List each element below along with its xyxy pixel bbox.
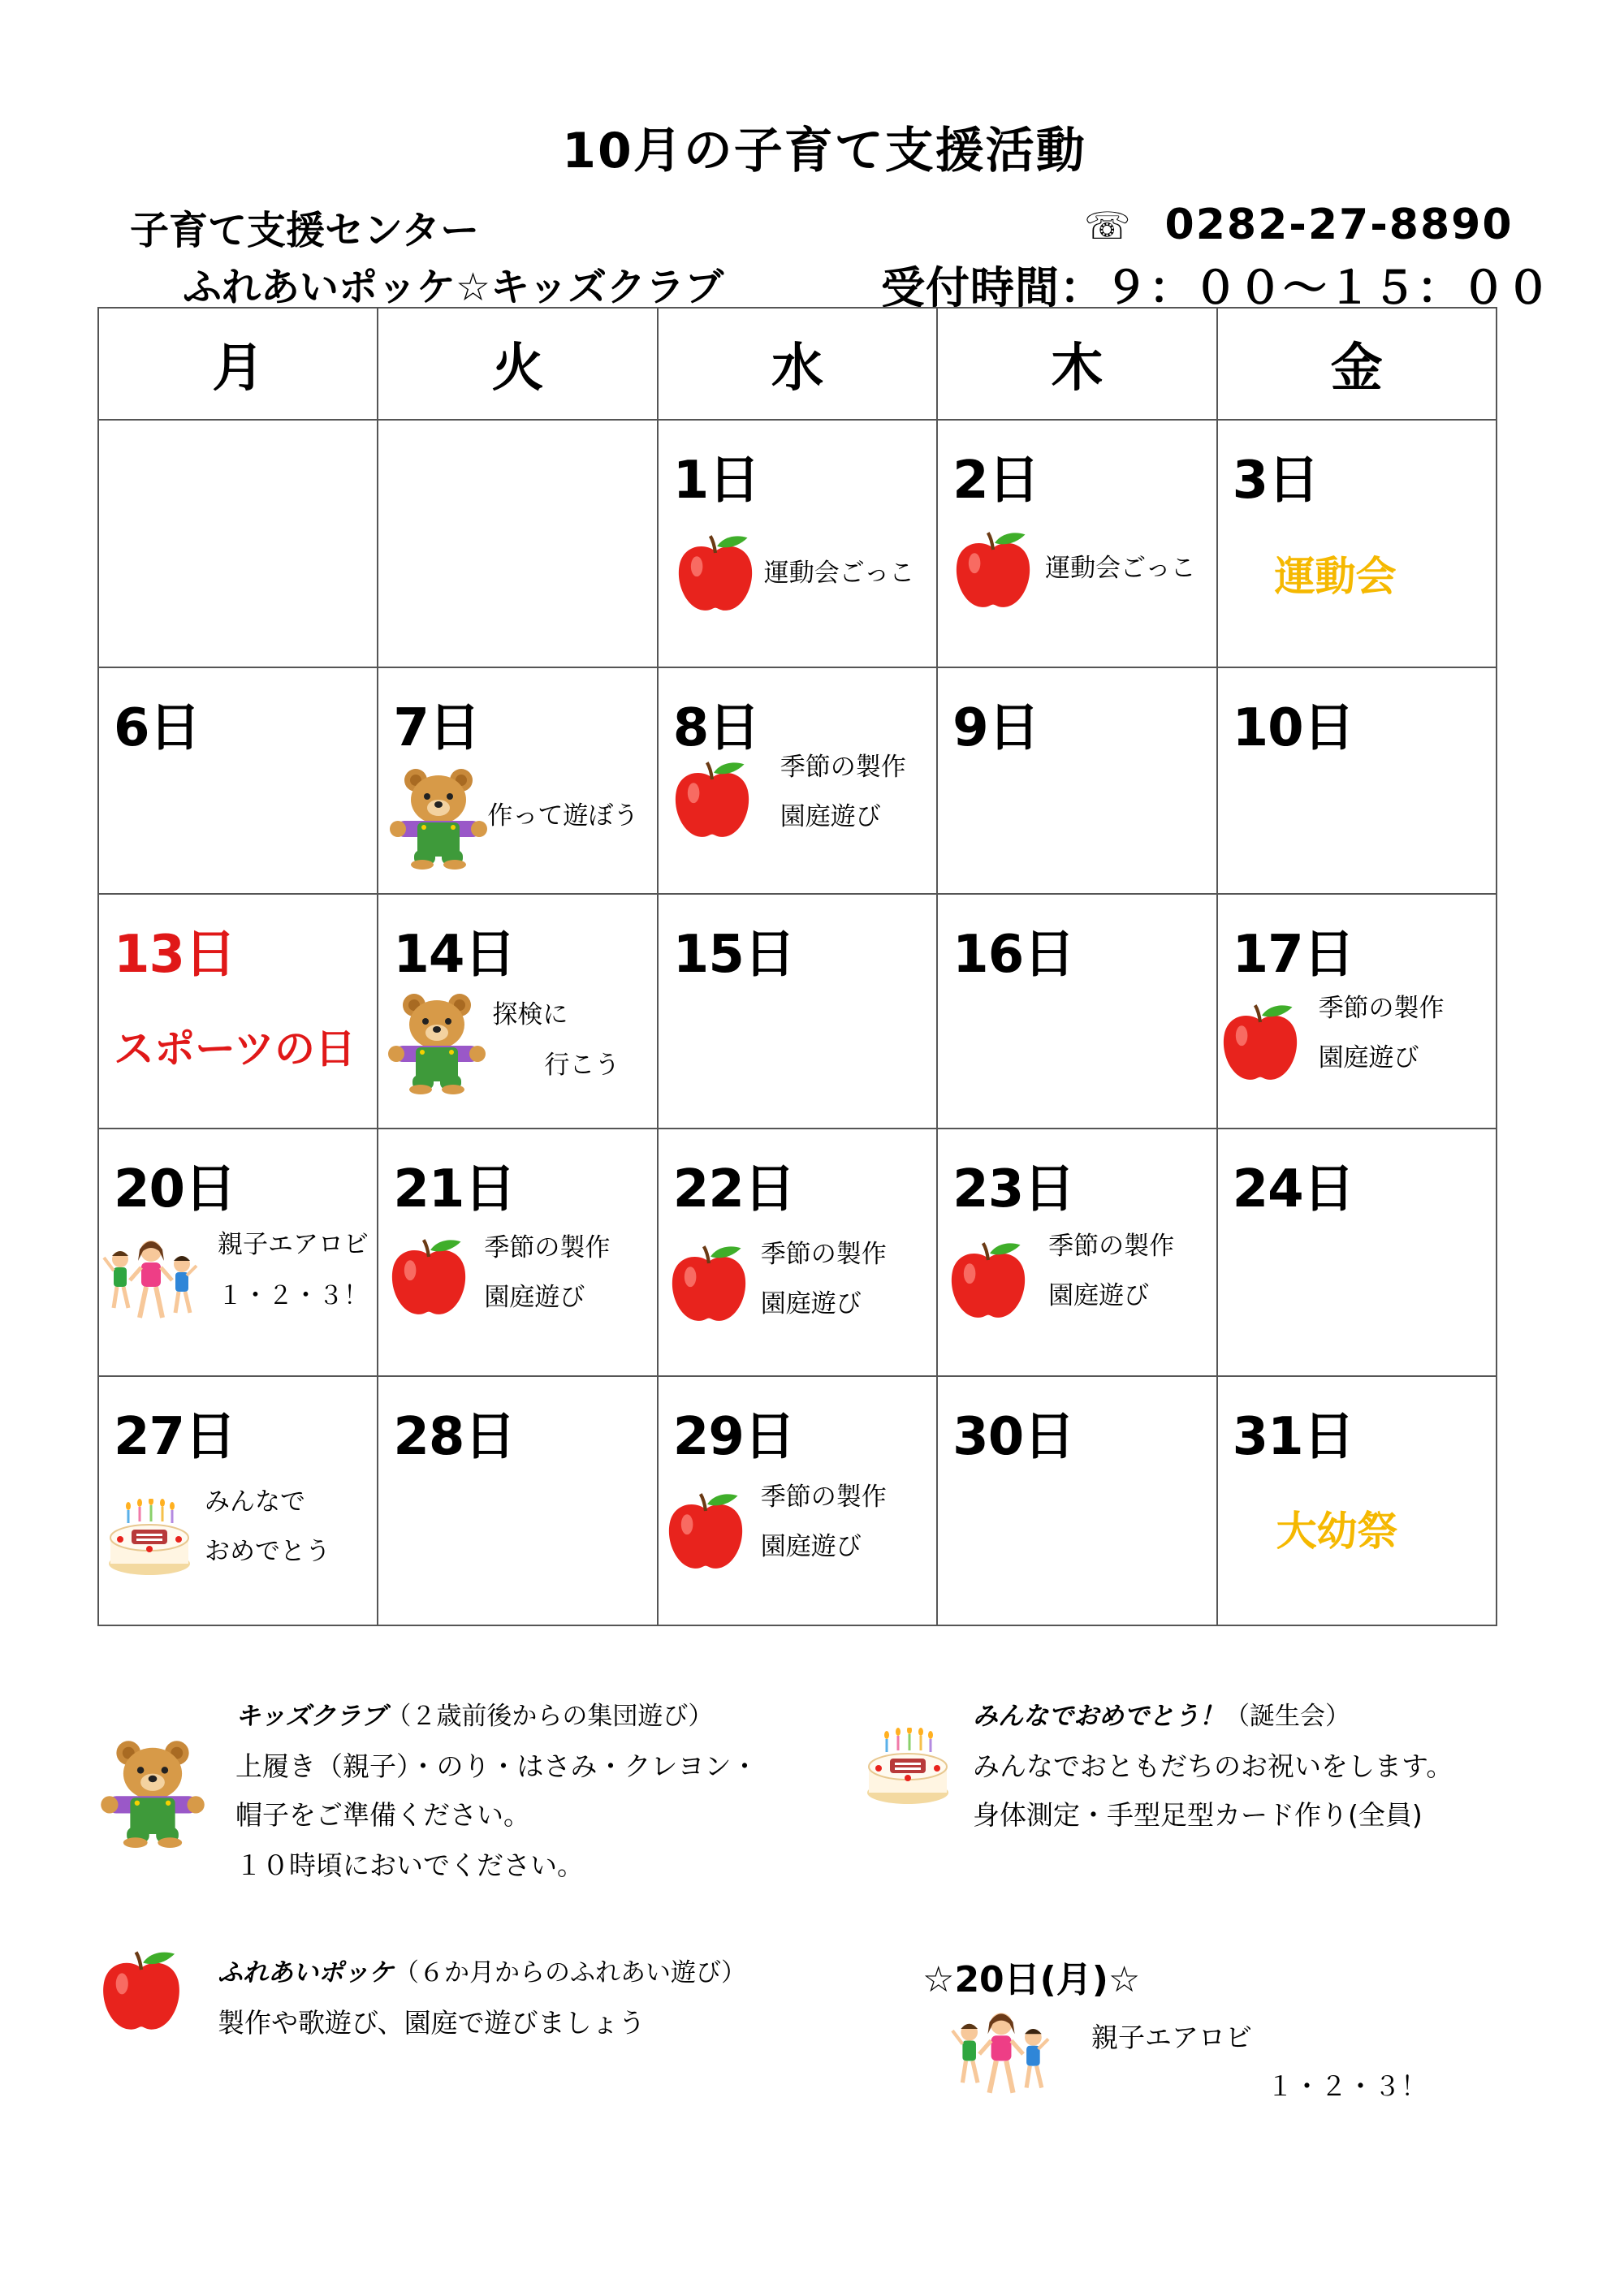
date-label: 27日 bbox=[114, 1407, 236, 1467]
apple-icon bbox=[946, 1240, 1030, 1321]
activity-text: 作って遊ぼう bbox=[487, 801, 639, 831]
pocke-name: ふれあいポッケ bbox=[218, 1958, 394, 1987]
birthday-cake-icon bbox=[866, 1728, 950, 1806]
reception-hours: 受付時間：９：００～１５：００ bbox=[881, 262, 1551, 313]
calendar-cell-15 bbox=[658, 894, 937, 1129]
apple-icon bbox=[673, 533, 758, 614]
date-label: 6日 bbox=[114, 698, 201, 758]
calendar-cell-27 bbox=[98, 1376, 378, 1625]
weekday-mon: 月 bbox=[98, 308, 378, 420]
apple-icon bbox=[663, 1491, 748, 1572]
date-label: 24日 bbox=[1232, 1159, 1354, 1219]
weekday-wed: 水 bbox=[658, 308, 937, 420]
calendar-cell-1 bbox=[658, 420, 937, 667]
activity-text: 季節の製作 bbox=[760, 1482, 887, 1512]
week-row bbox=[98, 420, 1497, 667]
kids-club-line: １０時頃においでください。 bbox=[235, 1849, 584, 1881]
calendar-cell-empty bbox=[378, 420, 657, 667]
activity-text: 園庭遊び bbox=[1318, 1043, 1419, 1072]
apple-icon bbox=[387, 1236, 471, 1318]
date-label: 9日 bbox=[952, 698, 1039, 758]
phone-number bbox=[1084, 201, 1514, 249]
event-holiday: スポーツの日 bbox=[114, 1025, 356, 1072]
bear-icon bbox=[390, 766, 487, 870]
activity-text: 季節の製作 bbox=[484, 1233, 611, 1262]
pocke-heading bbox=[218, 1952, 746, 1988]
calendar-cell-16 bbox=[937, 894, 1216, 1129]
calendar-cell-21 bbox=[378, 1129, 657, 1376]
calendar-cell-28 bbox=[378, 1376, 657, 1625]
special-event-line: 親子エアロビ bbox=[1091, 2022, 1252, 2053]
telephone-icon: ☏ bbox=[1084, 204, 1133, 248]
birthday-sub: （誕生会） bbox=[1224, 1702, 1350, 1731]
weekday-thu: 木 bbox=[937, 308, 1216, 420]
date-label: 23日 bbox=[952, 1159, 1075, 1219]
date-label: 10日 bbox=[1232, 698, 1354, 758]
activity-text: 季節の製作 bbox=[1048, 1232, 1175, 1261]
date-label: 14日 bbox=[393, 925, 516, 985]
kids-club-name: キッズクラブ bbox=[235, 1702, 387, 1731]
calendar-cell-20 bbox=[98, 1129, 378, 1376]
week-row bbox=[98, 1129, 1497, 1376]
kids-club-heading bbox=[235, 1695, 713, 1732]
activity-text: 運動会ごっこ bbox=[1045, 554, 1196, 583]
weekday-fri: 金 bbox=[1217, 308, 1497, 420]
calendar-cell-7 bbox=[378, 667, 657, 894]
apple-icon bbox=[951, 529, 1035, 611]
activity-text: みんなで bbox=[205, 1487, 305, 1517]
birthday-cake-icon bbox=[107, 1499, 192, 1577]
calendar-cell-empty bbox=[98, 420, 378, 667]
apple-icon bbox=[670, 759, 754, 840]
dancing-kids-icon bbox=[102, 1233, 198, 1324]
date-label: 22日 bbox=[672, 1159, 795, 1219]
date-label: 3日 bbox=[1232, 451, 1320, 511]
activity-text: 園庭遊び bbox=[760, 1289, 862, 1318]
calendar-table bbox=[97, 307, 1497, 1626]
weekday-header-row bbox=[98, 308, 1497, 420]
calendar-cell-17 bbox=[1217, 894, 1497, 1129]
activity-text: 園庭遊び bbox=[760, 1532, 862, 1561]
calendar-cell-9 bbox=[937, 667, 1216, 894]
calendar-cell-3 bbox=[1217, 420, 1497, 667]
pocke-line: 製作や歌遊び、園庭で遊びましょう bbox=[218, 2007, 646, 2039]
activity-text: 季節の製作 bbox=[1318, 994, 1445, 1023]
birthday-name: みんなでおめでとう！ bbox=[973, 1702, 1224, 1731]
birthday-line: 身体測定・手型足型カード作り(全員) bbox=[973, 1799, 1423, 1831]
activity-text: 行こう bbox=[544, 1051, 620, 1080]
date-label: 31日 bbox=[1232, 1407, 1354, 1467]
date-label: 16日 bbox=[952, 925, 1075, 985]
apple-icon bbox=[1218, 1002, 1302, 1083]
date-label: 20日 bbox=[114, 1159, 236, 1219]
date-label: 13日 bbox=[114, 925, 236, 985]
dancing-kids-icon bbox=[950, 2005, 1051, 2100]
activity-text: おめでとう bbox=[205, 1537, 330, 1566]
special-event-title: ☆20日(月)☆ bbox=[922, 1959, 1141, 2000]
birthday-heading bbox=[973, 1695, 1350, 1732]
date-label: 17日 bbox=[1232, 925, 1354, 985]
activity-text: 園庭遊び bbox=[1048, 1281, 1150, 1310]
apple-icon bbox=[667, 1243, 751, 1324]
kids-club-sub: （２歳前後からの集団遊び） bbox=[386, 1702, 714, 1731]
bear-icon bbox=[388, 990, 486, 1094]
date-label: 1日 bbox=[672, 451, 760, 511]
activity-text: 親子エアロビ bbox=[218, 1230, 369, 1259]
date-label: 21日 bbox=[393, 1159, 516, 1219]
birthday-line: みんなでおともだちのお祝いをします。 bbox=[973, 1750, 1453, 1782]
center-name: 子育て支援センター bbox=[130, 208, 480, 253]
activity-text: 季節の製作 bbox=[760, 1240, 887, 1269]
program-name: ふれあいポッケ☆キッズクラブ bbox=[183, 265, 724, 310]
calendar-cell-31 bbox=[1217, 1376, 1497, 1625]
calendar-cell-10 bbox=[1217, 667, 1497, 894]
activity-text: 園庭遊び bbox=[780, 802, 881, 831]
week-row bbox=[98, 667, 1497, 894]
weekday-tue: 火 bbox=[378, 308, 657, 420]
activity-text: 探検に bbox=[492, 1000, 568, 1029]
page-title: 10月の子育て支援活動 bbox=[562, 123, 1086, 179]
bear-icon bbox=[101, 1737, 205, 1848]
date-label: 15日 bbox=[672, 925, 795, 985]
week-row bbox=[98, 894, 1497, 1129]
calendar-cell-13 bbox=[98, 894, 378, 1129]
special-event-line: １・２・３！ bbox=[1267, 2070, 1427, 2102]
date-label: 8日 bbox=[672, 698, 760, 758]
activity-text: 季節の製作 bbox=[780, 753, 906, 782]
pocke-sub: （６か月からのふれあい遊び） bbox=[394, 1958, 746, 1987]
calendar-cell-24 bbox=[1217, 1129, 1497, 1376]
date-label: 29日 bbox=[672, 1407, 795, 1467]
event-festival: 大幼祭 bbox=[1276, 1508, 1398, 1555]
calendar-cell-22 bbox=[658, 1129, 937, 1376]
calendar-cell-29 bbox=[658, 1376, 937, 1625]
week-row bbox=[98, 1376, 1497, 1625]
kids-club-line: 帽子をご準備ください。 bbox=[235, 1799, 530, 1831]
date-label: 30日 bbox=[952, 1407, 1075, 1467]
activity-text: １・２・３！ bbox=[218, 1281, 369, 1310]
calendar-cell-14 bbox=[378, 894, 657, 1129]
date-label: 7日 bbox=[393, 698, 480, 758]
calendar-cell-2 bbox=[937, 420, 1216, 667]
calendar-cell-6 bbox=[98, 667, 378, 894]
event-sports-day: 運動会 bbox=[1274, 553, 1397, 600]
phone-text: 0282-27-8890 bbox=[1164, 201, 1514, 249]
date-label: 28日 bbox=[393, 1407, 516, 1467]
activity-text: 園庭遊び bbox=[484, 1283, 585, 1312]
activity-text: 運動会ごっこ bbox=[763, 559, 915, 588]
apple-icon bbox=[97, 1949, 185, 2033]
calendar-cell-30 bbox=[937, 1376, 1216, 1625]
calendar-cell-8 bbox=[658, 667, 937, 894]
kids-club-line: 上履き（親子）・のり・はさみ・クレヨン・ bbox=[235, 1750, 758, 1782]
calendar-cell-23 bbox=[937, 1129, 1216, 1376]
date-label: 2日 bbox=[952, 451, 1039, 511]
